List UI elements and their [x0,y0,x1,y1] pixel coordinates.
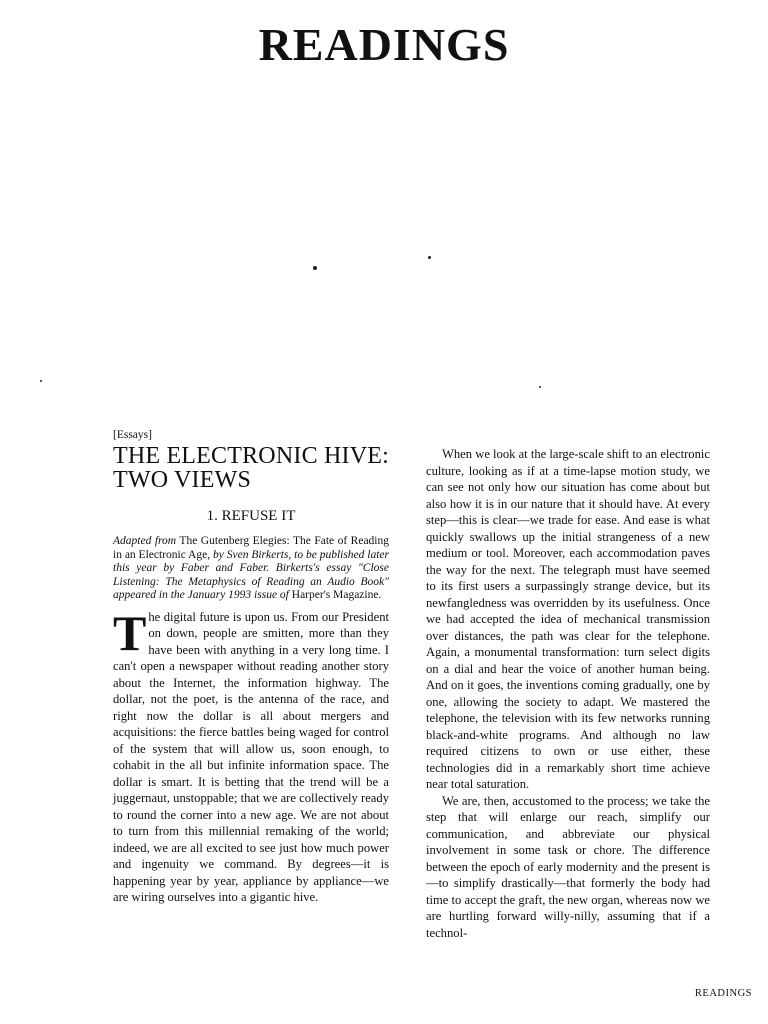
print-speck [428,256,431,259]
print-speck [313,266,317,270]
article-right-column [426,446,710,941]
print-speck [40,380,42,382]
page-folio: READINGS [694,988,752,999]
credit-book-title: The Gutenberg Elegies: The Fate of Reading in an Electronic Age, [113,535,390,561]
article-headline: THE ELECTRONIC HIVE: TWO VIEWS [113,443,389,493]
article-paragraph: When we look at the large-scale shift to an electronic culture, looking as if at a time-lapse motion study, we can see not only how our situation has come about but also how it is in our nature that it should have. At every step—this is clear—we trade for ease. And ease is what quickly swallows up the initial strangeness of a new medium or tool. Moreover, each accommodation paves the way for the next. The telegraph must have seemed to its first users a surpassingly strange device, but its newfangledness was overridden by its usefulness. Once we had accepted the idea of mechanical transmission over distances, the path was clear for the telephone. Again, a monumental transformation: turn select digits on a dial and hear the voice of another human being. And on it goes, the inventions coming gradually, one by one, allowing the society to adapt. We mastered the telephone, the television with its few networks running black-and-white programs. And although no law required citizens to own or use either, these technologies did in a remarkably short time achieve near total saturation. [426,447,710,791]
paragraph-text: he digital future is upon us. From our President on down, people are smitten, more than they have been with anything in a very long time. I can't open a newspaper without reading another story about the Internet, the information highway. The dollar, not the poet, is the antenna of the race, and right now the dollar is all about mergers and acquisitions: the fierce battles being waged for control of the system that will allow us, soon enough, to cohabit in the all but infinite information space. The dollar is smart. It is betting that the trend will be a juggernaut, unstoppable; that we are collectively ready to round the corner into a new age. We are not about to turn from this millennial remaking of the world; indeed, we are all excited to see just how much power and ingenuity we command. By degrees—it is happening year by year, appliance by appliance—we are wiring ourselves into a gigantic hive. [113,609,389,904]
credit-magazine: Harper's Magazine. [291,589,382,601]
section-title: READINGS [258,19,510,70]
article-subhead: 1. REFUSE IT [206,508,296,524]
credit-adapted-from: Adapted from [113,535,177,547]
drop-cap: T [113,604,147,661]
article-tag: [Essays] [113,429,152,441]
credit-book-info: by Sven Birkerts, to be published later this year by Faber and Faber. Birkerts's essay "Close Listening: The Metaphysics of Reading an Audio Book" appeared in the January 1993 issue of [113,548,390,601]
article-left-column [113,428,389,906]
article-paragraph [113,604,389,906]
print-speck [539,386,541,388]
article-paragraph: We are, then, accustomed to the process; we take the step that will enlarge our reach, simplify our communication, and abbreviate our physical involvement in some task or chore. The difference between the epoch of early modernity and the present is—to simplify drastically—that formerly the body had time to accept the graft, the new organ, whereas now we are hurtling forward willy-nilly, assuming that if a technol- [426,793,710,940]
article-credit [113,535,389,603]
